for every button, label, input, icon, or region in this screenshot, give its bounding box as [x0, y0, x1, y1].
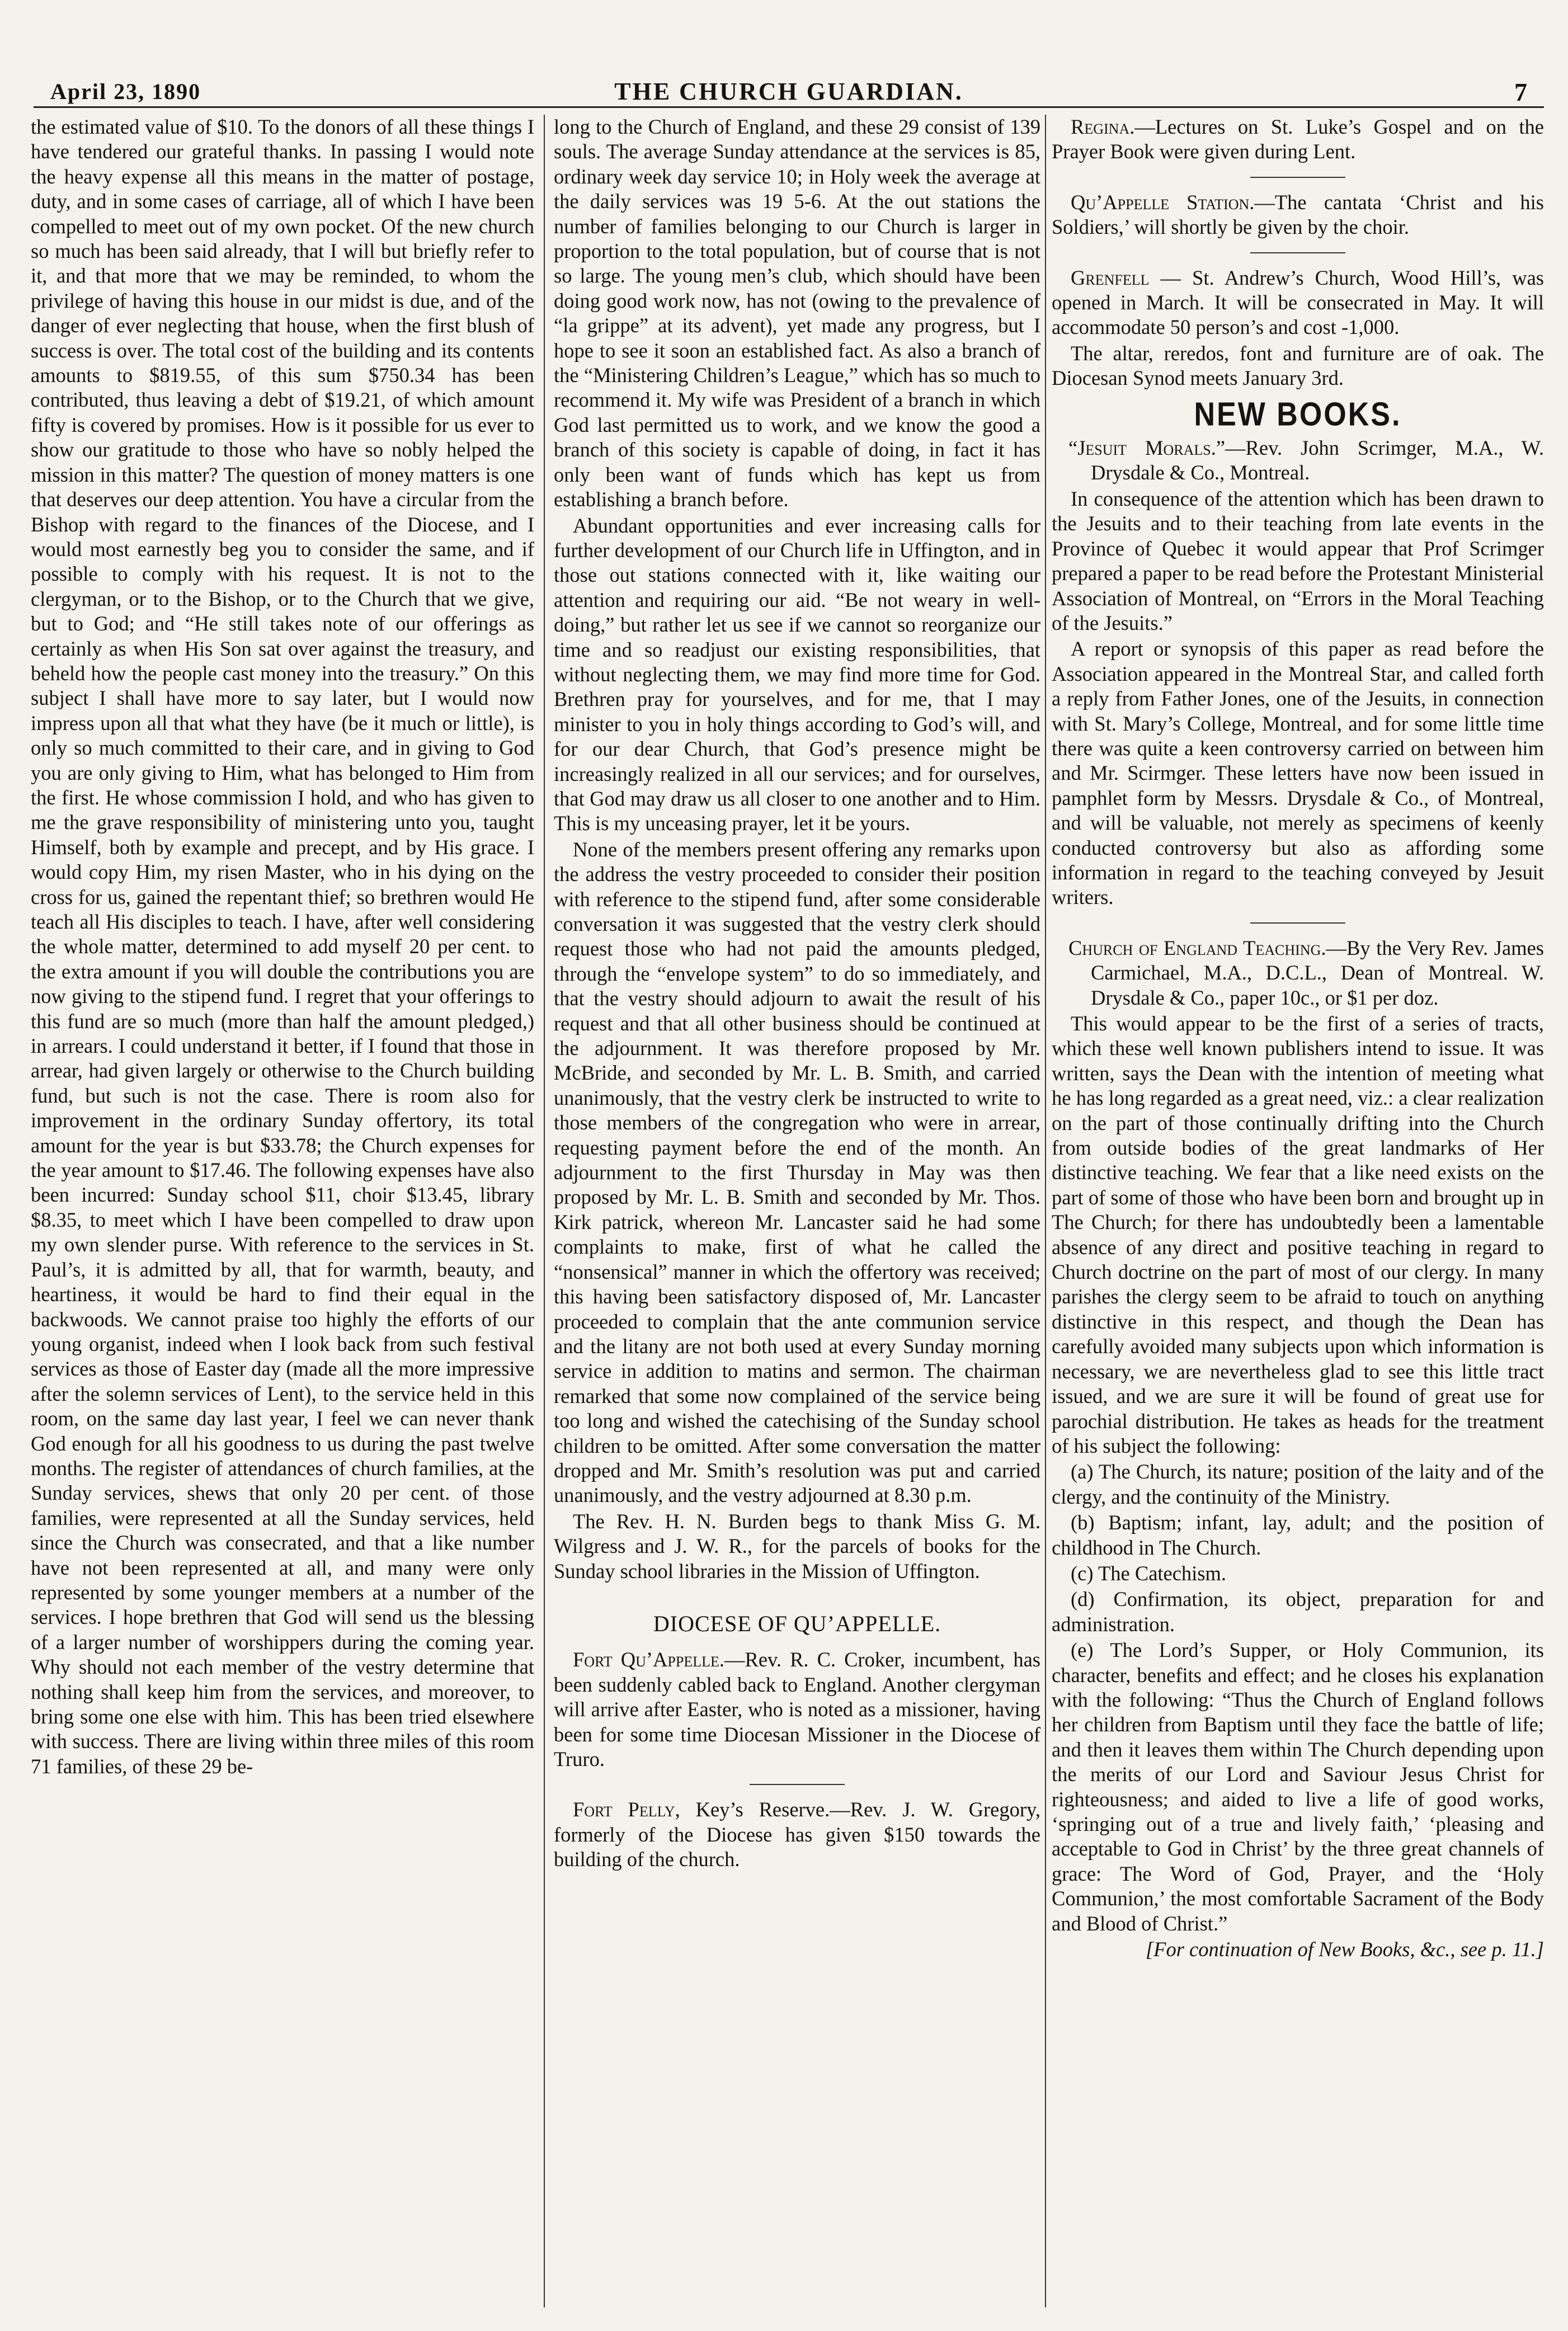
column-2 — [554, 115, 1040, 2308]
book-details: —By the Very Rev. James Carmichael, M.A., D.C.L., Dean of Montreal. W. Drysdale & Co., paper 10c., or $1 per doz. — [1091, 936, 1544, 1009]
paragraph-text: — St. Andrew’s Church, Wood Hill’s, was opened in March. It will be consecrated in May. It will accommodate 50 person’s and cost -1,000. — [1052, 266, 1544, 339]
paragraph — [554, 1797, 1040, 1872]
paragraph-text: —Rev. R. C. Croker, incumbent, has been suddenly cabled back to England. Another clergyman will arrive after Easter, who is noted as a missioner, having been for some time Diocesan Missioner in the Diocese of Truro. — [554, 1648, 1040, 1770]
masthead — [34, 0, 1544, 106]
paragraph — [1052, 115, 1544, 164]
paragraph: the estimated value of $10. To the donors of all these things I have tendered our grateful thanks. In passing I would note the heavy expense all this means in the matter of postage, duty, and in some cases of carriage, all of which I have been compelled to meet out of my own pocket. Of the new church so much has been said already, that I will but briefly refer to it, and that more that we may be reminded, to whom the privilege of having this house in our midst is due, and of the danger of ever neglecting that house, when the first blush of success is over. The total cost of the building and its contents amounts to $819.55, of this sum $750.34 has been contributed, thus leaving a debt of $19.21, of which amount fifty is covered by promises. How is it possible for us ever to show our gratitude to those who have so nobly helped the mission in this matter? The question of money matters is one that deserves our deep attention. You have a circular from the Bishop with regard to the finances of the Diocese, and I would most earnestly beg you to consider the same, and if possible to comply with his request. It is not to the clergyman, or to the Bishop, or to the Church that we give, but to God; and “He still takes note of our offerings as certainly as when His Son sat over against the treasury, and beheld how the people cast money into the treasury.” On this subject I shall have more to say later, but I would now impress upon all that what they have (be it much or little), is only so much committed to their care, and in giving to God you are only giving to Him, what has belonged to Him from the first. He whose commission I hold, and who has given to me the grave responsibility of ministering unto you, taught Himself, both by example and precept, and by His grace. I would copy Him, my risen Master, who in his dying on the cross for us, gained the repentant thief; so brethren would He teach all His disciples to teach. I have, after well considering the whole matter, determined to add myself 20 per cent. to the extra amount if you will double the contributions you are now giving to the stipend fund. I regret that your offerings to this fund are so much (more than half the amount pledged,) in arrears. I could understand it better, if I found that those in arrear, had given largely or otherwise to the Church building fund, but such is not the case. There is room also for improvement in the ordinary Sunday offertory, its total amount for the year is but $33.78; the Church expenses for the year amount to $17.46. The following expenses have also been incurred: Sunday school $11, choir $13.45, library $8.35, to meet which I have been compelled to draw upon my own slender purse. With reference to the services in St. Paul’s, it is admitted by all, that for warmth, beauty, and heartiness, it would be hard to find their equal in the backwoods. We cannot praise too highly the efforts of our young organist, indeed when I look back from such festival services as those of Easter day (made all the more impressive after the solemn services of Lent), to the service held in this room, on the same day last year, I feel we can never thank God enough for all his goodness to us during the past twelve months. The register of attendances of church families, at the Sunday services, shews that only 20 per cent. of those families, were represented at all the Sunday services, held since the Church was consecrated, and that a like number have not been represented at all, and many were only represented by some younger members at a number of the services. I hope brethren that God will send us the blessing of a larger number of worshippers during the coming year. Why should not each member of the vestry determine that nothing shall keep him from the services, and moreover, to bring some one else with him. This has been tried elsewhere with success. There are living within three miles of this room 71 families, of these 29 be- — [31, 115, 534, 1778]
paragraph: A report or synopsis of this paper as read before the Association appeared in the Montreal Star, and called forth a reply from Father Jones, one of the Jesuits, in connection with St. Mary’s College, Montreal, and for some little time there was quite a keen controversy carried on between him and Mr. Scirmger. These letters have now been issued in pamphlet form by Messrs. Drysdale & Co., of Montreal, and will be valuable, not merely as specimens of keenly conducted controversy but also as affording some information in regard to the teaching conveyed by Jesuit writers. — [1052, 637, 1544, 909]
list-item: (a) The Church, its nature; position of the laity and of the clergy, and the continuity of the Ministry. — [1052, 1460, 1544, 1508]
paragraph-text: —Lectures on St. Luke’s Gospel and on the Prayer Book were given during Lent. — [1052, 115, 1544, 163]
separator-rule — [1250, 922, 1345, 924]
paragraph — [1052, 190, 1544, 240]
paragraph: This would appear to be the first of a series of tracts, which these well known publishers intend to issue. It was written, says the Dean with the intention of meeting what he has long regarded as a great need, viz.: a clear realization on the part of those continually drifting into the Church from outside bodies of the great landmarks of Her distinctive teaching. We fear that a like need exists on the part of some of those who have been born and brought up in The Church; for there has undoubtedly been a lamentable absence of any direct and positive teaching in regard to Church doctrine on the part of most of our clergy. In many parishes the clergy seem to be afraid to touch on anything distinctive in this respect, and though the Dean has carefully avoided many subjects upon which information is necessary, we are nevertheless glad to see this little tract issued, and we are sure it will be found of great use for parochial distribution. He takes as heads for the treatment of his subject the following: — [1052, 1012, 1544, 1457]
masthead-rule — [34, 106, 1544, 108]
book-title: Church of England Teaching. — [1068, 936, 1326, 959]
column-divider — [544, 115, 545, 2308]
column-3 — [1052, 115, 1544, 2308]
issue-date: April 23, 1890 — [50, 79, 201, 104]
newspaper-title: THE CHURCH GUARDIAN. — [614, 78, 963, 105]
paragraph-text: —The cantata ‘Christ and his Soldiers,’ will shortly be given by the choir. — [1052, 190, 1544, 239]
paragraph-text: Key’s Reserve.—Rev. J. W. Gregory, formerly of the Diocese has given $150 towards the building of the church. — [554, 1798, 1040, 1871]
list-item: (e) The Lord’s Supper, or Holy Communion, its character, benefits and effect; and he closes his explanation with the following: “Thus the Church of England follows her children from Baptism until they face the battle of life; and then it leaves them within The Church depending upon the merits of our Lord and Saviour Jesus Christ for righteousness; and aided to live a life of good works, ‘springing out of a true and lively faith,’ ‘pleasing and acceptable to God in Christ’ by the three great channels of grace: The Word of God, Prayer, and the ‘Holy Communion,’ the most comfortable Sacrament of the Body and Blood of Christ.” — [1052, 1638, 1544, 1935]
page-number: 7 — [1514, 78, 1527, 106]
paragraph: Abundant opportunities and ever increasing calls for further development of our Church life in Uffington, and in those out stations connected with it, like waiting our attention and requiring our aid. “Be not weary in well-doing,” but rather let us see if we cannot so reorganize our time and so readjust our existing responsibilities, that without neglecting them, we may find more time for God. Brethren pray for yourselves, and for me, that I may minister to you in holy things according to God’s will, and for our dear Church, that God’s presence might be increasingly realized in all our services; and for ourselves, that God may draw us all closer to one another and to Him. This is my unceasing prayer, let it be yours. — [554, 514, 1040, 835]
paragraph: long to the Church of England, and these 29 consist of 139 souls. The average Sunday attendance at the services is 85, ordinary week day service 10; in Holy week the average at the daily services was 19 5-6. At the out stations the number of families belonging to our Church is larger in proportion to the total population, but of course that is not so large. The young men’s club, which should have been doing good work now, has not (owing to the prevalence of “la grippe” at its advent), yet made any progress, but I hope to see it soon an established fact. As also a branch of the “Ministering Children’s League,” which has so much to recommend it. My wife was President of a branch in which God last permitted us to work, and we know the good a branch of this society is capable of doing, in fact it has only been want of funds which has kept us from establishing a branch before. — [554, 115, 1040, 511]
section-heading-new-books: NEW BOOKS. — [1194, 395, 1402, 433]
paragraph: The Rev. H. N. Burden begs to thank Miss G. M. Wilgress and J. W. R., for the parcels of books for the Sunday school libraries in the Mission of Uffington. — [554, 1509, 1040, 1583]
list-item: (d) Confirmation, its object, preparation for and administration. — [1052, 1588, 1544, 1636]
paragraph-lead: Regina. — [1071, 115, 1135, 138]
book-title: “Jesuit Morals.” — [1068, 436, 1226, 460]
paragraph: None of the members present offering any remarks upon the address the vestry proceeded to consider their position with reference to the stipend fund, after some considerable conversation it was suggested that the vestry clerk should request those who had not paid the amounts pledged, through the “envelope system” to do so immediately, and that the vestry should adjourn to await the result of his request and that all other business should be continued at the adjournment. It was therefore proposed by Mr. McBride, and seconded by Mr. L. B. Smith, and carried unanimously, that the vestry clerk be instructed to write to those members of the congregation who were in arrear, requesting payment before the end of the month. An adjournment to the first Thursday in May was then proposed by Mr. L. B. Smith and seconded by Mr. Thos. Kirk patrick, whereon Mr. Lancaster said he had some complaints to make, first of what he called the “nonsensical” manner in which the offertory was received; this having been satisfactory disposed of, Mr. Lancaster proceeded to complain that the ante communion service and the litany are not both used at every Sunday morning service in addition to matins and sermon. The chairman remarked that some now complained of the service being too long and wished the catechising of the Sunday school children to be omitted. After some conversation the matter dropped and Mr. Smith’s resolution was put and carried unanimously, and the vestry adjourned at 8.30 p.m. — [554, 837, 1040, 1507]
section-heading-diocese: DIOCESE OF QU’APPELLE. — [653, 1610, 941, 1636]
paragraph — [1052, 266, 1544, 340]
book-entry — [1052, 936, 1544, 1010]
separator-rule — [1250, 252, 1345, 253]
paragraph: The altar, reredos, font and furniture are of oak. The Diocesan Synod meets January 3rd. — [1052, 341, 1544, 390]
list-item: (b) Baptism; infant, lay, adult; and the position of childhood in The Church. — [1052, 1511, 1544, 1559]
continuation-note: [For continuation of New Books, &c., see p. 11.] — [1145, 1938, 1544, 1961]
paragraph-lead: Fort Qu’Appelle. — [573, 1648, 724, 1671]
paragraph-lead: Grenfell — [1071, 266, 1150, 289]
paragraph — [554, 1647, 1040, 1772]
column-divider — [1045, 115, 1046, 2308]
list-item: (c) The Catechism. — [1071, 1561, 1227, 1585]
paragraph: In consequence of the attention which has been drawn to the Jesuits and to their teaching from late events in the Province of Quebec it would appear that Prof Scrimger prepared a paper to be read before the Protestant Ministerial Association of Montreal, on “Errors in the Moral Teaching of the Jesuits.” — [1052, 487, 1544, 634]
paragraph-lead: Fort Pelly, — [573, 1798, 680, 1821]
book-entry — [1052, 436, 1544, 486]
book-details: —Rev. John Scrimger, M.A., W. Drysdale & Co., Montreal. — [1091, 436, 1544, 484]
paragraph-lead: Qu’Appelle Station. — [1071, 190, 1255, 214]
column-1 — [31, 115, 534, 2308]
separator-rule — [750, 1784, 845, 1785]
separator-rule — [1250, 177, 1345, 178]
